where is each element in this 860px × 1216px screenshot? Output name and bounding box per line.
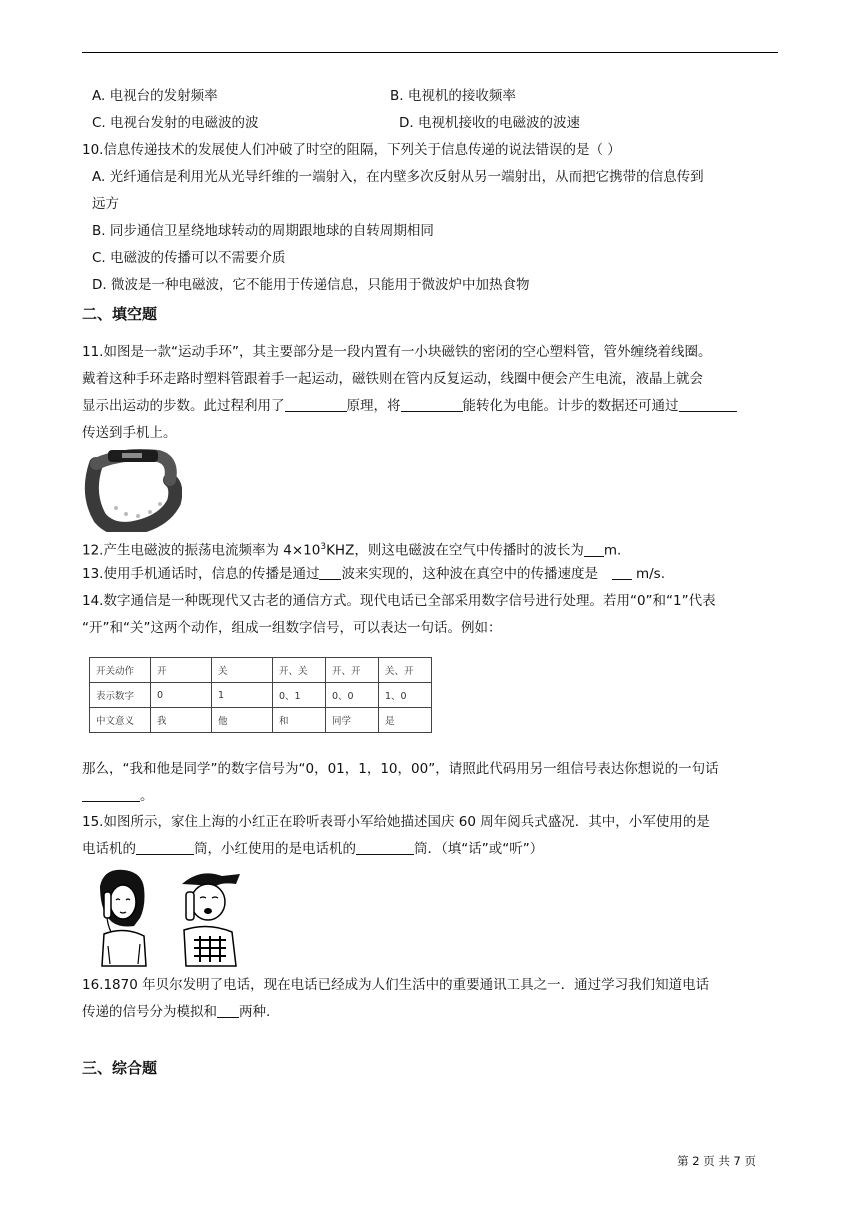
table-row: 开关动作 开 关 开、关 开、开 关、开: [90, 658, 432, 683]
q10-option-a: A. 光纤通信是利用光从光导纤维的一端射入，在内壁多次反射从另一端射出，从而把它携带的信息传到: [92, 169, 704, 185]
q10-option-d: D. 微波是一种电磁波，它不能用于传递信息，只能用于微波炉中加热食物: [92, 277, 530, 293]
q13: 13.使用手机通话时，信息的传播是通过 波来实现的，这种波在真空中的传播速度是 m/s.: [82, 566, 666, 582]
answer-blank[interactable]: [82, 787, 140, 802]
table-row: 中文意义 我 他 和 同学 是: [90, 708, 432, 733]
q9-option-b: B. 电视机的接收频率: [390, 88, 516, 104]
header-rule: [82, 52, 778, 53]
q14-line-1: 14.数字通信是一种既现代又古老的通信方式。现代电话已全部采用数字信号进行处理。若用“0”和“1”代表: [82, 593, 716, 609]
section-3-title: 三、综合题: [82, 1059, 158, 1077]
q14-after-1: 那么，“我和他是同学”的数字信号为“0，01，1，10，00”，请照此代码用另一组信号表达你想说的一句话: [82, 761, 719, 777]
q10-option-b: B. 同步通信卫星绕地球转动的周期跟地球的自转周期相同: [92, 223, 434, 239]
q10-option-a-cont: 远方: [92, 196, 119, 212]
answer-blank[interactable]: [356, 840, 414, 855]
answer-blank[interactable]: [285, 397, 347, 412]
telephone-call-illustration: [90, 866, 250, 970]
answer-blank[interactable]: [584, 542, 604, 557]
table-row: 表示数字 0 1 0、1 0、0 1、0: [90, 683, 432, 708]
q10-option-c: C. 电磁波的传播可以不需要介质: [92, 250, 286, 266]
q14-line-2: “开”和“关”这两个动作，组成一组数字信号，可以表达一句话。例如：: [82, 620, 502, 636]
section-2-title: 二、填空题: [82, 305, 158, 323]
answer-blank[interactable]: [679, 397, 737, 412]
q11-line-4: 传送到手机上。: [82, 425, 177, 441]
q11-line-3: 显示出运动的步数。此过程利用了 原理，将 能转化为电能。计步的数据还可通过: [82, 397, 737, 415]
q9-option-a: A. 电视台的发射频率: [92, 88, 218, 104]
answer-blank[interactable]: [136, 840, 194, 855]
answer-blank[interactable]: [401, 397, 463, 412]
answer-blank[interactable]: [217, 1003, 239, 1018]
answer-blank[interactable]: [319, 565, 341, 580]
q15-line-2: 电话机的 筒，小红使用的是电话机的 筒．（填“话”或“听”）: [82, 841, 544, 857]
q12: 12.产生电磁波的振荡电流频率为 $4\times 10^3KHZ$，则这电磁波在空气中传播时的波长为 m.: [82, 542, 622, 559]
answer-blank[interactable]: [612, 565, 632, 580]
q9-option-c: C. 电视台发射的电磁波的波: [92, 115, 259, 131]
q10-stem: 10.信息传递技术的发展使人们冲破了时空的阻隔，下列关于信息传递的说法错误的是（ ）: [82, 142, 621, 158]
q11-line-2: 戴着这种手环走路时塑料管跟着手一起运动，磁铁则在管内反复运动，线圈中便会产生电流，液晶上就会: [82, 371, 703, 387]
fitness-band-image: [82, 446, 182, 532]
q15-line-1: 15.如图所示，家住上海的小红正在聆听表哥小军给她描述国庆 60 周年阅兵式盛况．其中，小军使用的是: [82, 814, 710, 830]
q16-line-1: 16.1870 年贝尔发明了电话，现在电话已经成为人们生活中的重要通讯工具之一．通过学习我们知道电话: [82, 977, 710, 993]
q14-after-2: 。: [82, 787, 154, 805]
page-number: 第 2 页 共 7 页: [677, 1154, 756, 1168]
q11-line-1: 11.如图是一款“运动手环”，其主要部分是一段内置有一小块磁铁的密闭的空心塑料管，管外缠绕着线圈。: [82, 344, 712, 360]
signal-code-table: [89, 657, 432, 733]
q9-option-d: D. 电视机接收的电磁波的波速: [399, 115, 580, 131]
q16-line-2: 传递的信号分为模拟和 两种.: [82, 1004, 271, 1020]
